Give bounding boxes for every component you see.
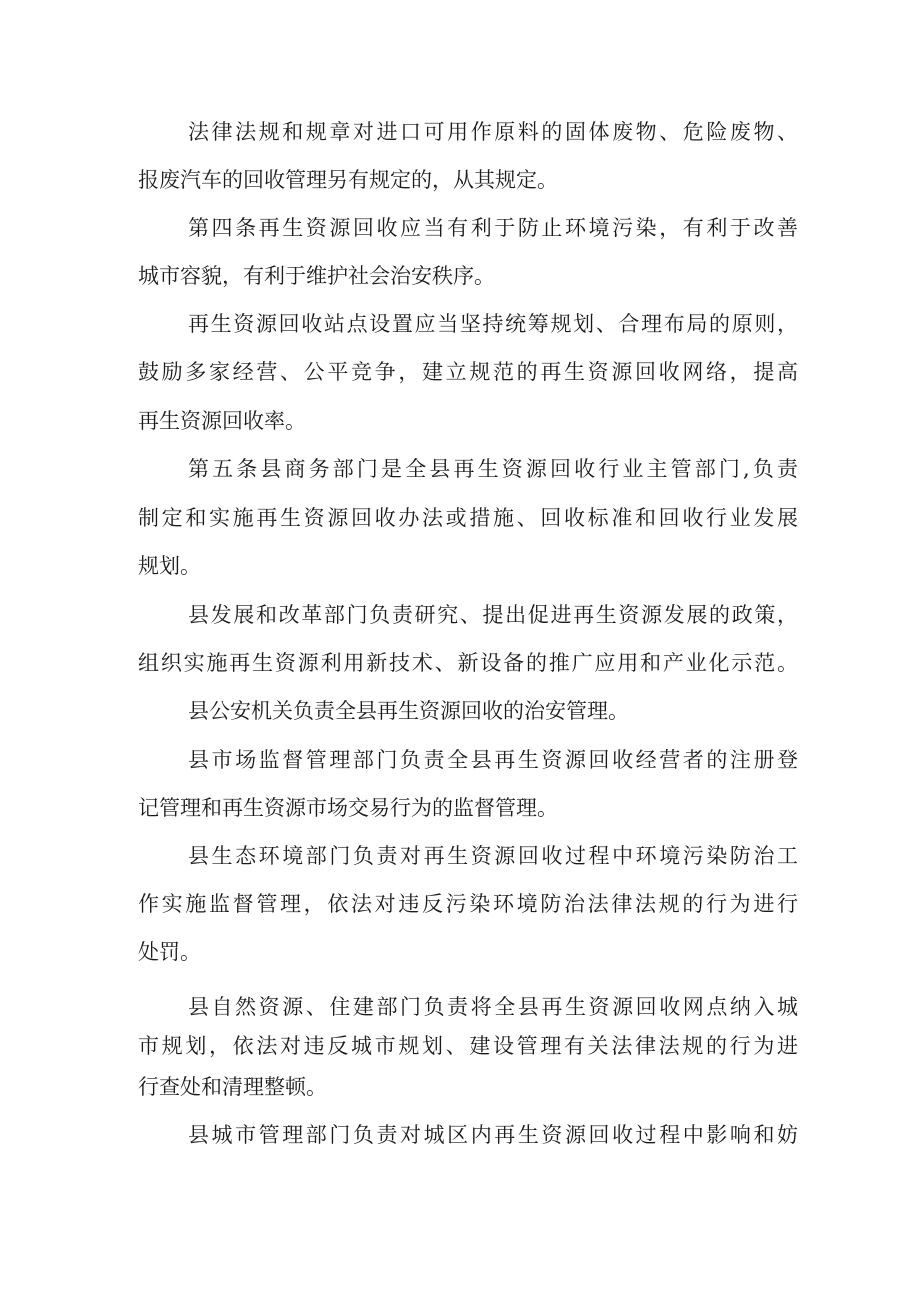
text-line: 第四条再生资源回收应当有利于防止环境污染，有利于改善	[188, 216, 798, 240]
text-line: 规划。	[138, 554, 201, 578]
text-line: 再生资源回收站点设置应当坚持统筹规划、合理布局的原则，	[188, 312, 798, 336]
text-line: 再生资源回收率。	[138, 409, 306, 433]
text-line: 行查处和清理整顿。	[138, 1075, 327, 1099]
text-line: 制定和实施再生资源回收办法或措施、回收标准和回收行业发展	[138, 506, 798, 530]
text-line: 记管理和再生资源市场交易行为的监督管理。	[138, 796, 558, 820]
text-line: 县生态环境部门负责对再生资源回收过程中环境污染防治工	[188, 844, 798, 868]
text-line: 市规划，依法对违反城市规划、建设管理有关法律法规的行为进	[138, 1034, 798, 1058]
text-line: 法律法规和规章对进口可用作原料的固体废物、危险废物、	[188, 120, 798, 144]
text-line: 报废汽车的回收管理另有规定的，从其规定。	[138, 168, 558, 192]
text-line: 处罚。	[138, 940, 201, 964]
text-line: 县城市管理部门负责对城区内再生资源回收过程中影响和妨	[188, 1123, 798, 1147]
text-line: 县自然资源、住建部门负责将全县再生资源回收网点纳入城	[188, 995, 798, 1019]
text-line: 第五条县商务部门是全县再生资源回收行业主管部门,负责	[188, 457, 798, 481]
text-line: 县公安机关负责全县再生资源回收的治安管理。	[188, 699, 629, 723]
text-line: 城市容貌，有利于维护社会治安秩序。	[138, 264, 495, 288]
text-line: 组织实施再生资源利用新技术、新设备的推广应用和产业化示范。	[138, 651, 798, 675]
text-line: 鼓励多家经营、公平竞争，建立规范的再生资源回收网络，提高	[138, 360, 798, 384]
text-line: 作实施监督管理，依法对违反污染环境防治法律法规的行为进行	[138, 892, 798, 916]
text-line: 县市场监督管理部门负责全县再生资源回收经营者的注册登	[188, 748, 798, 772]
text-line: 县发展和改革部门负责研究、提出促进再生资源发展的政策，	[188, 603, 798, 627]
